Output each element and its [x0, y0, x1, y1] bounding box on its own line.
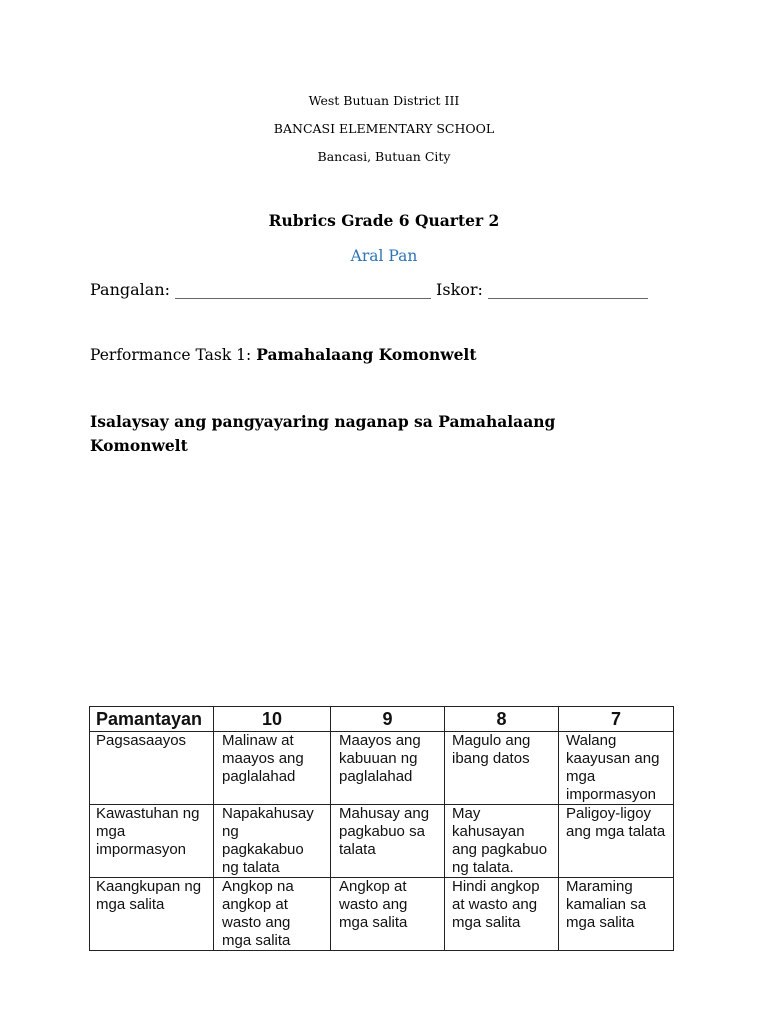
descriptor-cell: Maayos ang kabuuan ng paglalahad	[331, 732, 445, 805]
subject-name: Aral Pan	[350, 247, 418, 265]
school-name: BANCASI ELEMENTARY SCHOOL	[273, 121, 495, 136]
column-header-score: 7	[559, 707, 674, 732]
district-name: West Butuan District III	[308, 93, 460, 108]
task-label: Performance Task 1:	[90, 346, 252, 364]
descriptor-cell: Walang kaayusan ang mga impormasyon	[559, 732, 674, 805]
task-name: Pamahalaang Komonwelt	[256, 345, 477, 364]
descriptor-cell: Napakahusay ng pagkakabuo ng talata	[214, 805, 331, 878]
rubric-table	[89, 706, 674, 951]
criterion-cell: Pagsasaayos	[90, 732, 214, 805]
descriptor-cell: Paligoy-ligoy ang mga talata	[559, 805, 674, 878]
table-row	[90, 732, 674, 805]
column-header-score: 9	[331, 707, 445, 732]
table-row	[90, 878, 674, 951]
descriptor-cell: Magulo ang ibang datos	[445, 732, 559, 805]
criterion-cell: Kawastuhan ng mga impormasyon	[90, 805, 214, 878]
score-blank: ____________________	[487, 280, 648, 299]
descriptor-cell: Maraming kamalian sa mga salita	[559, 878, 674, 951]
descriptor-cell: Hindi angkop at wasto ang mga salita	[445, 878, 559, 951]
criterion-cell: Kaangkupan ng mga salita	[90, 878, 214, 951]
column-header-score: 8	[445, 707, 559, 732]
column-header-score: 10	[214, 707, 331, 732]
document-title: Rubrics Grade 6 Quarter 2	[268, 211, 500, 230]
descriptor-cell: Malinaw at maayos ang paglalahad	[214, 732, 331, 805]
column-header-criteria: Pamantayan	[90, 707, 214, 732]
descriptor-cell: Mahusay ang pagkabuo sa talata	[331, 805, 445, 878]
task-instruction: Isalaysay ang pangyayaring naganap sa Pamahalaang Komonwelt	[90, 412, 556, 455]
name-label: Pangalan:	[90, 280, 171, 299]
school-location: Bancasi, Butuan City	[317, 149, 451, 164]
name-blank: ________________________________	[175, 280, 432, 299]
score-label: Iskor:	[436, 280, 483, 299]
performance-task-line	[90, 345, 476, 365]
name-score-line	[90, 280, 648, 300]
descriptor-cell: Angkop at wasto ang mga salita	[331, 878, 445, 951]
descriptor-cell: May kahusayan ang pagkabuo ng talata.	[445, 805, 559, 878]
descriptor-cell: Angkop na angkop at wasto ang mga salita	[214, 878, 331, 951]
rubric-header-row	[90, 707, 674, 732]
table-row	[90, 805, 674, 878]
